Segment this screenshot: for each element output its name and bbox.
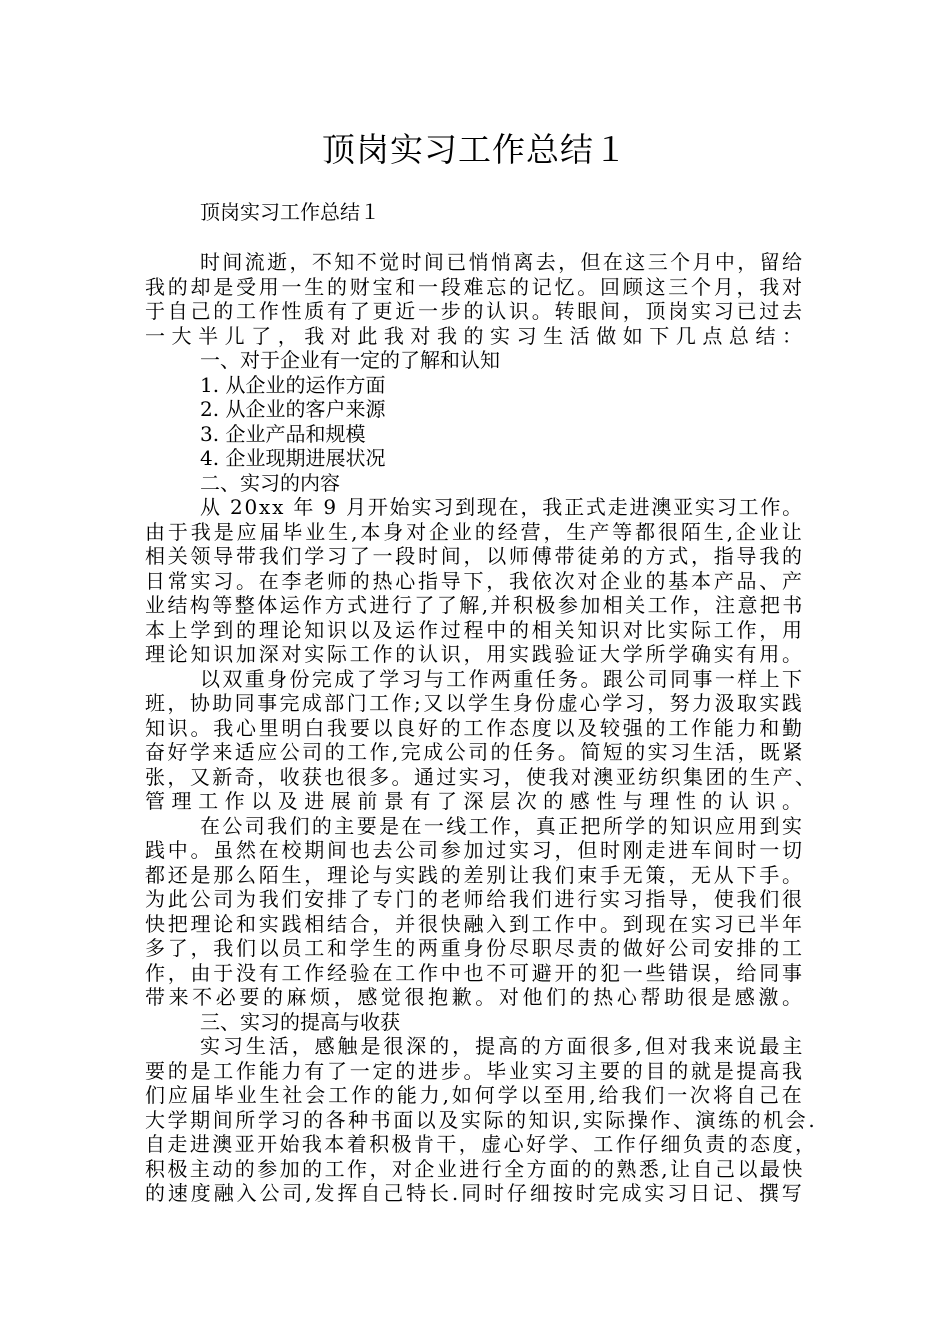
body-line: 要的是工作能力有了一定的进步。毕业实习主要的目的就是提高我: [145, 1059, 805, 1083]
body-line: 大学期间所学习的各种书面以及实际的知识,实际操作、演练的机会.: [145, 1108, 818, 1132]
list-item: 3. 企业产品和规模: [200, 422, 366, 446]
body-line: 奋好学来适应公司的工作,完成公司的任务。简短的实习生活，既紧: [145, 740, 805, 764]
body-line: 一大半儿了，我对此我对我的实习生活做如下几点总结：: [145, 324, 809, 348]
body-line: 相关领导带我们学习了一段时间，以师傅带徒弟的方式，指导我的: [145, 544, 805, 568]
body-line: 在公司我们的主要是在一线工作，真正把所学的知识应用到实: [200, 814, 805, 838]
body-line: 我的却是受用一生的财宝和一段难忘的记忆。回顾这三个月，我对: [145, 275, 805, 299]
body-line: 的速度融入公司,发挥自己特长.同时仔细按时完成实习日记、撰写: [145, 1181, 805, 1205]
body-line: 以双重身份完成了学习与工作两重任务。跟公司同事一样上下: [200, 667, 805, 691]
list-item: 4. 企业现期进展状况: [200, 446, 386, 470]
document-title: 顶岗实习工作总结１: [322, 130, 628, 169]
section-heading: 一、对于企业有一定的了解和认知: [200, 348, 500, 372]
body-line: 带来不必要的麻烦，感觉很抱歉。对他们的热心帮助很是感激。: [145, 985, 806, 1009]
body-line: 知识。我心里明白我要以良好的工作态度以及较强的工作能力和勤: [145, 716, 805, 740]
body-line: 自走进澳亚开始我本着积极肯干，虚心好学、工作仔细负责的态度，: [145, 1132, 818, 1156]
body-line: 实习生活，感触是很深的，提高的方面很多,但对我来说最主: [200, 1034, 806, 1058]
body-line: 班，协助同事完成部门工作;又以学生身份虚心学习，努力汲取实践: [145, 691, 805, 715]
document-subtitle: 顶岗实习工作总结１: [200, 200, 380, 224]
body-line: 快把理论和实践相结合，并很快融入到工作中。到现在实习已半年: [145, 912, 805, 936]
body-line: 由于我是应届毕业生,本身对企业的经营，生产等都很陌生,企业让: [145, 520, 805, 544]
body-line: 时间流逝，不知不觉时间已悄悄离去，但在这三个月中，留给: [200, 250, 805, 274]
body-line: 践中。虽然在校期间也去公司参加过实习，但时刚走进车间时一切: [145, 838, 805, 862]
body-line: 于自己的工作性质有了更近一步的认识。转眼间，顶岗实习已过去: [145, 299, 805, 323]
body-line: 管理工作以及进展前景有了深层次的感性与理性的认识。: [145, 789, 809, 813]
body-line: 张，又新奇，收获也很多。通过实习，使我对澳亚纺织集团的生产、: [145, 765, 818, 789]
body-line: 从 20xx 年 9 月开始实习到现在，我正式走进澳亚实习工作。: [200, 495, 804, 519]
body-line: 作，由于没有工作经验在工作中也不可避开的犯一些错误，给同事: [145, 961, 805, 985]
section-heading: 三、实习的提高与收获: [200, 1010, 400, 1034]
body-line: 日常实习。在李老师的热心指导下，我依次对企业的基本产品、产: [145, 569, 805, 593]
body-line: 业结构等整体运作方式进行了了解,并积极参加相关工作，注意把书: [145, 593, 805, 617]
section-heading: 二、实习的内容: [200, 471, 340, 495]
body-line: 为此公司为我们安排了专门的老师给我们进行实习指导，使我们很: [145, 887, 805, 911]
list-item: 2. 从企业的客户来源: [200, 397, 386, 421]
body-line: 本上学到的理论知识以及运作过程中的相关知识对比实际工作，用: [145, 618, 805, 642]
body-line: 理论知识加深对实际工作的认识，用实践验证大学所学确实有用。: [145, 642, 805, 666]
body-line: 都还是那么陌生，理论与实践的差别让我们束手无策，无从下手。: [145, 863, 805, 887]
body-line: 积极主动的参加的工作，对企业进行全方面的的熟悉,让自己以最快: [145, 1157, 805, 1181]
body-line: 多了，我们以员工和学生的两重身份尽职尽责的做好公司安排的工: [145, 936, 805, 960]
body-line: 们应届毕业生社会工作的能力,如何学以至用,给我们一次将自己在: [145, 1083, 805, 1107]
list-item: 1. 从企业的运作方面: [200, 373, 386, 397]
